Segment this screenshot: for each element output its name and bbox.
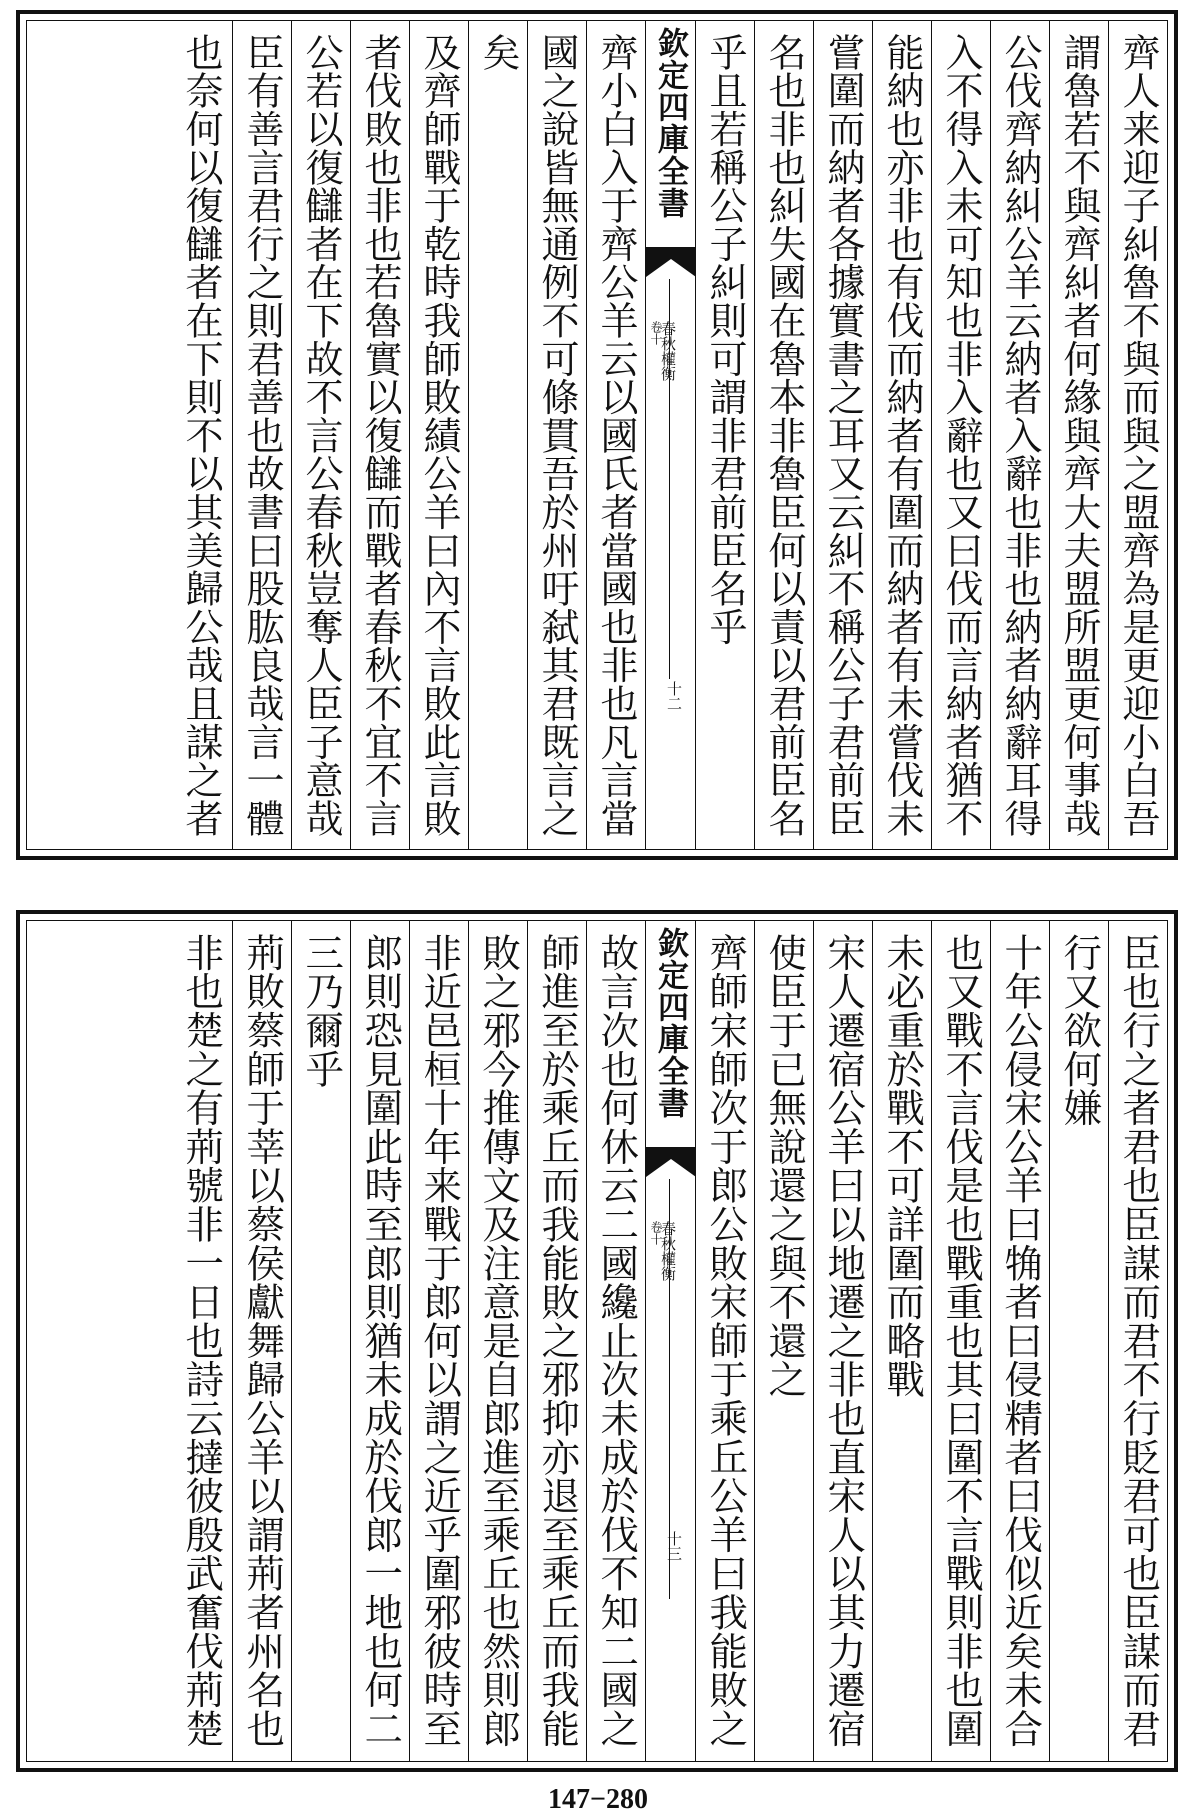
text-column (990, 921, 1049, 1761)
column-text: 敗之邪今推傳文及注意是自郎進至乘丘也然則郎 (476, 933, 522, 1748)
column-text: 未必重於戰不可詳圍而略戰 (880, 933, 926, 1399)
column-text: 故言次也何休云二國纔止次未成於伐不知二國之 (594, 933, 640, 1748)
text-column (527, 921, 586, 1761)
folio-number: 十二 (665, 681, 683, 711)
column-text: 公若以復讎者在下故不言公春秋豈奪人臣子意哉 (299, 33, 343, 838)
column-text: 嘗圍而納者各據實書之耳又云糾不稱公子君前臣 (821, 33, 865, 838)
text-column (990, 21, 1049, 849)
column-text: 名也非也糾失國在魯本非魯臣何以責以君前臣名 (762, 33, 806, 838)
column-text: 齊小白入于齊公羊云以國氏者當國也非也凡言當 (594, 33, 638, 838)
text-column (1049, 921, 1108, 1761)
fishtail-mark (646, 247, 696, 277)
book-title: 春秋權衡 (659, 321, 677, 381)
column-text: 十年公侵宋公羊曰觕者曰侵精者曰伐似近矣未合 (998, 933, 1044, 1748)
column-text: 及齊師戰于乾時我師敗績公羊曰內不言敗此言敗 (417, 33, 461, 838)
column-text: 師進至於乘丘而我能敗之邪抑亦退至乘丘而我能 (535, 933, 581, 1748)
column-text: 行又欲何嫌 (1057, 933, 1103, 1127)
text-column (586, 21, 645, 849)
column-text: 臣有善言君行之則君善也故書曰股肱良哉言一體 (240, 33, 284, 838)
text-column (170, 921, 232, 1761)
column-text: 荊敗蔡師于莘以蔡侯獻舞歸公羊以謂荊者州名也 (240, 933, 286, 1748)
book-title: 春秋權衡 (659, 1221, 677, 1281)
top-page (16, 10, 1178, 860)
text-column (170, 21, 232, 849)
column-text: 者伐敗也非也若魯實以復讎而戰者春秋不宜不言 (358, 33, 402, 838)
column-text: 入不得入未可知也非入辭也又曰伐而言納者猶不 (939, 33, 983, 838)
column-text: 國之說皆無通例不可條貫吾於州吁弑其君既言之 (535, 33, 579, 838)
column-text: 也又戰不言伐是也戰重也其曰圍不言戰則非也圍 (939, 933, 985, 1748)
column-text: 臣也行之者君也臣謀而君不行貶君可也臣謀而君 (1116, 933, 1162, 1748)
text-column (350, 21, 409, 849)
column-text: 郎則恐見圍此時至郎則猶未成於伐郎一地也何二 (358, 933, 404, 1748)
column-text: 非近邑桓十年来戰于郎何以謂之近乎圍邪彼時至 (417, 933, 463, 1748)
text-column (931, 921, 990, 1761)
text-column (813, 21, 872, 849)
text-column (1049, 21, 1108, 849)
text-column (468, 21, 527, 849)
bottom-page (16, 910, 1178, 1772)
text-column (1108, 21, 1167, 849)
text-column (291, 21, 350, 849)
text-column (931, 21, 990, 849)
text-column (754, 21, 813, 849)
column-text: 乎且若稱公子糾則可謂非君前臣名乎 (703, 33, 747, 646)
column-text: 也奈何以復讎者在下則不以其美歸公哉且謀之者 (179, 33, 223, 838)
text-column (586, 921, 645, 1761)
collection-title: 欽定四庫全書 (652, 927, 688, 1119)
column-text: 齊師宋師次于郎公敗宋師于乘丘公羊曰我能敗之 (703, 933, 749, 1748)
column-text: 矣 (476, 33, 520, 72)
column-text: 謂魯若不與齊糾者何緣與齊大夫盟所盟更何事哉 (1057, 33, 1101, 838)
column-text: 能納也亦非也有伐而納者有圍而納者有未嘗伐未 (880, 33, 924, 838)
folio-number: 十三 (665, 1531, 683, 1561)
page-number: 147−280 (548, 1784, 648, 1815)
center-fold (645, 921, 695, 1761)
bottom-page-text-block (26, 920, 1168, 1762)
text-column (291, 921, 350, 1761)
text-column (695, 21, 754, 849)
text-column (409, 21, 468, 849)
text-column (695, 921, 754, 1761)
collection-title: 欽定四庫全書 (652, 27, 688, 219)
text-column (1108, 921, 1167, 1761)
top-page-text-block (26, 20, 1168, 850)
juan-label: 卷十 (649, 1221, 663, 1245)
text-column (232, 21, 291, 849)
column-text: 三乃爾乎 (299, 933, 345, 1089)
text-column (468, 921, 527, 1761)
text-column (872, 921, 931, 1761)
text-column (754, 921, 813, 1761)
text-column (409, 921, 468, 1761)
column-text: 齊人来迎子糾魯不與而與之盟齊為是更迎小白吾 (1116, 33, 1160, 838)
column-text: 宋人遷宿公羊曰以地遷之非也直宋人以其力遷宿 (821, 933, 867, 1748)
text-column (527, 21, 586, 849)
juan-label: 卷十 (649, 321, 663, 345)
text-column (872, 21, 931, 849)
fishtail-mark (646, 1147, 696, 1177)
column-text: 公伐齊納糾公羊云納者入辭也非也納者納辭耳得 (998, 33, 1042, 838)
text-column (813, 921, 872, 1761)
text-column (232, 921, 291, 1761)
column-text: 非也楚之有荊號非一日也詩云撻彼殷武奮伐荊楚 (179, 933, 225, 1748)
center-fold (645, 21, 695, 849)
column-text: 使臣于已無說還之與不還之 (762, 933, 808, 1399)
text-column (350, 921, 409, 1761)
